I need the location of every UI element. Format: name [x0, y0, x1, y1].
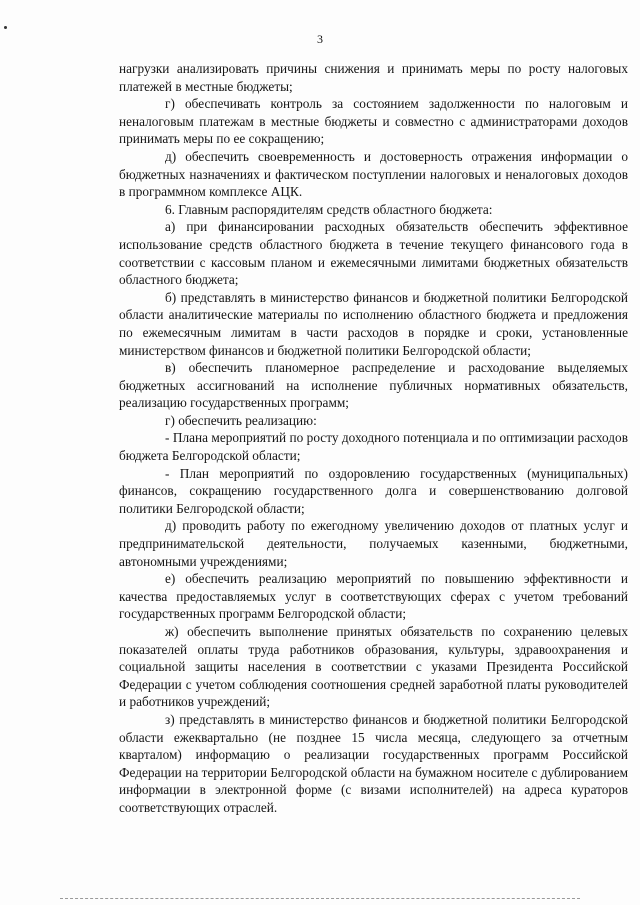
paragraph-item-d-accuracy: д) обеспечить своевременность и достоверность отражения информации о бюджетных назначениях и фактическом поступлении налоговых и неналоговых доходов в программном комплексе АЦК. [119, 148, 628, 200]
page-number: 3 [317, 32, 323, 46]
paragraph-item-a-financing: а) при финансировании расходных обязательств обеспечить эффективное использование средств областного бюджета в течение текущего финансового года в соответствии с кассовым планом и ежемесячными лимитами бюджетных обязательств областного бюджета; [119, 219, 628, 288]
paragraph-dash-finance-plan: - План мероприятий по оздоровлению государственных (муниципальных) финансов, сокращению государственного долга и совершенствованию долговой политики Белгородской области; [119, 465, 628, 516]
paragraph-item-z-quarterly: з) представлять в министерство финансов и бюджетной политики Белгородской области ежеквартально (не позднее 15 числа месяца, следующего за отчетным кварталом) информацию о реализации государственных программ Российской Федерации на территории Белгородской области на бумажном носителе с дублированием информации в электронной форме (с визами исполнителей) на адреса кураторов соответствующих отраслей. [119, 711, 628, 815]
paragraph-continuation: нагрузки анализировать причины снижения и принимать меры по росту налоговых платежей в местные бюджеты; [119, 61, 628, 94]
paragraph-dash-revenue-plan: - Плана мероприятий по росту доходного потенциала и по оптимизации расходов бюджета Белгородской области; [119, 430, 628, 464]
document-body [119, 60, 628, 817]
footer-rule [60, 898, 580, 899]
paragraph-item-v-allocation: в) обеспечить планомерное распределение и расходование выделяемых бюджетных ассигнований на исполнение публичных нормативных обязательств, реализацию государственных программ; [119, 360, 628, 411]
paragraph-section-6-heading: 6. Главным распорядителям средств областного бюджета: [165, 201, 493, 217]
margin-dot [4, 26, 7, 29]
paragraph-item-g-implementation: г) обеспечить реализацию: [165, 412, 317, 428]
paragraph-item-zh-salaries: ж) обеспечить выполнение принятых обязательств по сохранению целевых показателей оплаты труда работников образования, культуры, здравоохранения и социальной защиты населения в соответствии с указами Президента Российской Федерации с учетом соблюдения соотношения средней заработной платы руководителей и работников учреждений; [119, 624, 628, 710]
paragraph-item-e-efficiency: е) обеспечить реализацию мероприятий по повышению эффективности и качества предоставляемых услуг в соответствующих сферах с учетом требований государственных программ Белгородской области; [119, 571, 628, 622]
paragraph-item-d-paid-services: д) проводить работу по ежегодному увеличению доходов от платных услуг и предпринимательской деятельности, получаемых казенными, бюджетными, автономными учреждениями; [119, 518, 628, 569]
paragraph-item-g-control: г) обеспечивать контроль за состоянием задолженности по налоговым и неналоговым платежам в местные бюджеты и совместно с администраторами доходов принимать меры по ее сокращению; [119, 96, 628, 147]
paragraph-item-b-reports: б) представлять в министерство финансов и бюджетной политики Белгородской области аналитические материалы по исполнению областного бюджета и предложения по ежемесячным лимитам в части расходов в порядке и сроки, установленные министерством финансов и бюджетной политики Белгородской области; [119, 289, 628, 358]
